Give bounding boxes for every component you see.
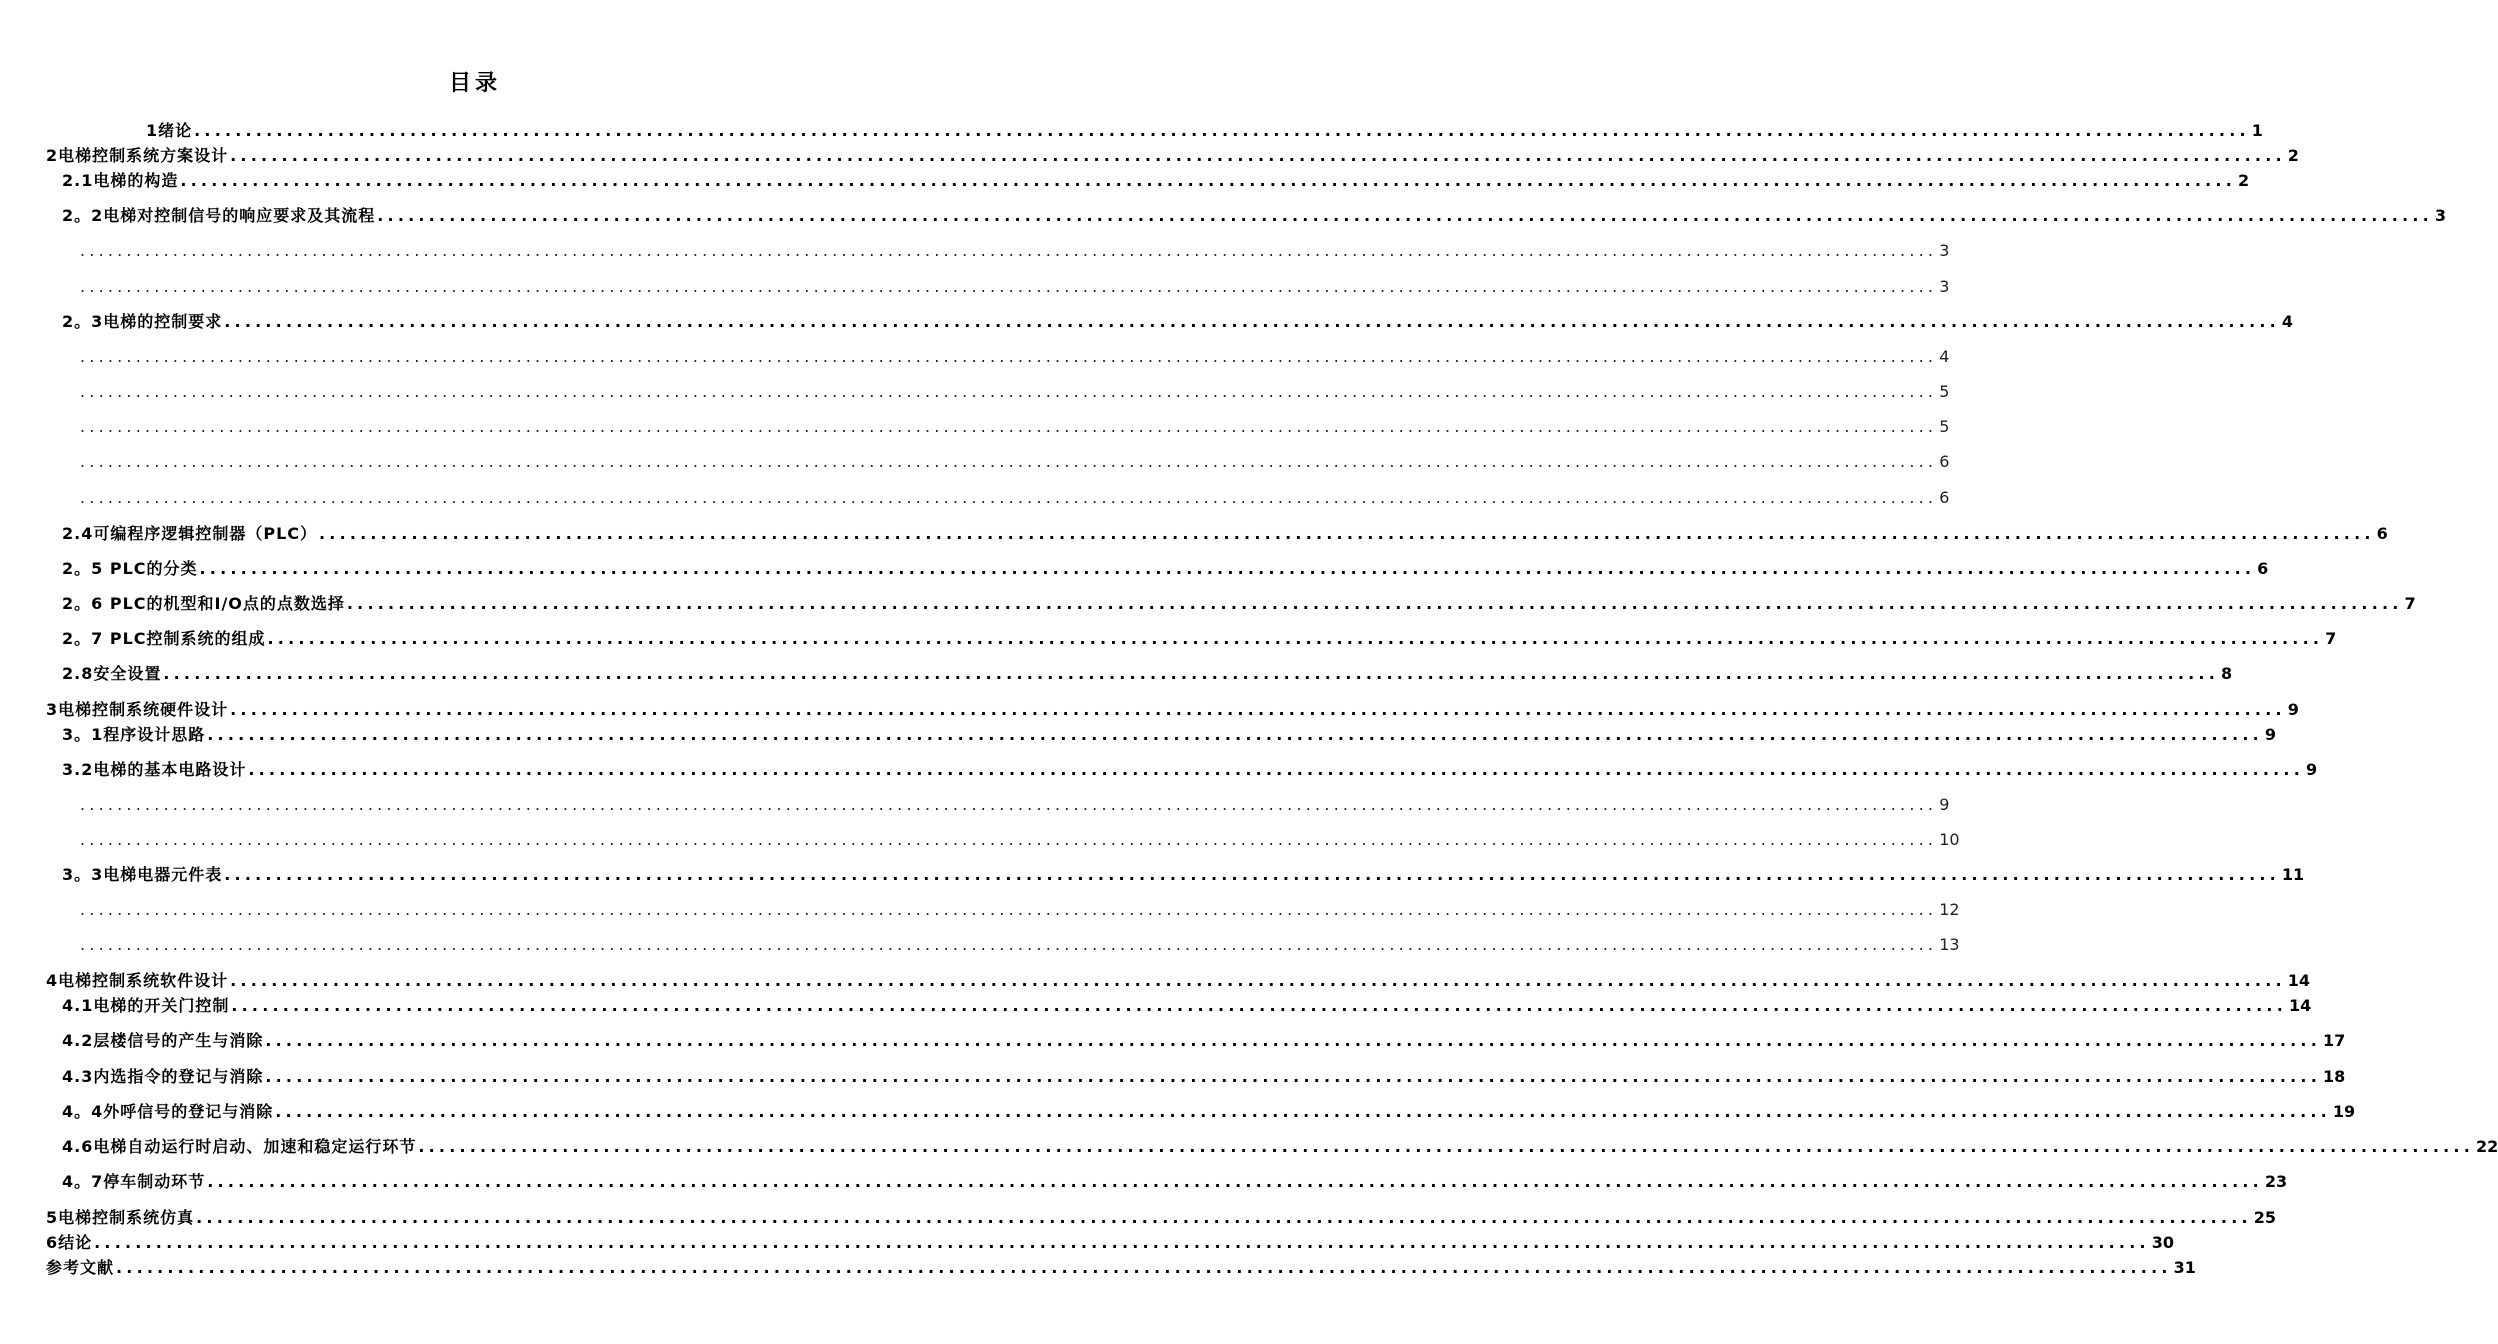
toc-entry-page: 9 [1939,795,1950,814]
toc-entry-label: 4电梯控制系统软件设计 [46,971,229,990]
toc-leader-dots: ........................................................................................................................................................................................................ [194,121,2250,140]
toc-entry-page: 25 [2253,1208,2277,1227]
toc-leader-dots: ........................................................................................................................................................................................................ [230,700,2286,719]
toc-leader-dots: ........................................................................................................................................................................................................ [230,971,2286,990]
toc-leader-dots: ........................................................................................................................................................................................................ [80,935,1938,954]
toc-entry-page: 22 [2475,1137,2498,1156]
toc-leader-dots: ........................................................................................................................................................................................................ [346,594,2403,613]
toc-leader-dots: ........................................................................................................................................................................................................ [267,629,2324,648]
toc-entry-page: 4 [2281,312,2294,331]
toc-entry [62,995,2312,1017]
toc-leader-dots: ........................................................................................................................................................................................................ [377,206,2433,225]
toc-entry-label: 3。1程序设计思路 [62,725,206,744]
toc-entry [62,1136,2498,1158]
toc-leader-dots: ........................................................................................................................................................................................................ [224,312,2280,331]
toc-entry [46,1232,2175,1254]
toc-entry-label: 4。7停车制动环节 [62,1172,206,1191]
toc-entry-page: 5 [1939,382,1950,401]
toc-entry [78,934,1960,956]
toc-entry-page: 12 [1939,900,1960,919]
toc-entry-label: 1绪论 [146,121,193,140]
toc-entry-label: 3.2电梯的基本电路设计 [62,760,247,779]
toc-entry [78,346,1950,368]
toc-entry-label: 2。2电梯对控制信号的响应要求及其流程 [62,206,376,225]
toc-leader-dots: ........................................................................................................................................................................................................ [80,347,1938,366]
toc-entry [46,699,2299,721]
toc-entry [62,311,2294,333]
toc-entry-page: 14 [2288,996,2312,1015]
toc-entry [78,794,1950,816]
toc-entry [78,899,1960,921]
toc-entry-page: 17 [2322,1031,2346,1050]
toc-leader-dots: ........................................................................................................................................................................................................ [199,559,2256,578]
toc-entry-page: 2 [2237,171,2250,190]
toc-entry [62,1171,2288,1193]
toc-leader-dots: ........................................................................................................................................................................................................ [207,1172,2263,1191]
toc-entry-page: 10 [1939,830,1960,849]
toc-entry [62,523,2388,545]
toc-leader-dots: ........................................................................................................................................................................................................ [230,146,2286,165]
toc-leader-dots: ........................................................................................................................................................................................................ [319,524,2375,543]
toc-entry [62,558,2269,580]
toc-entry-page: 6 [2257,559,2269,578]
toc-entry-label: 参考文献 [46,1258,115,1277]
toc-entry [78,240,1950,262]
toc-entry-page: 9 [2287,700,2299,719]
toc-leader-dots: ........................................................................................................................................................................................................ [80,452,1938,471]
toc-entry-page: 5 [1939,417,1950,436]
toc-entry [62,170,2250,192]
toc-entry [62,593,2416,615]
toc-entry-label: 6结论 [46,1233,93,1252]
toc-leader-dots: ........................................................................................................................................................................................................ [265,1031,2321,1050]
toc-entry-page: 19 [2332,1102,2356,1121]
toc-entry-label: 2.8安全设置 [62,664,162,683]
toc-entry-page: 1 [2251,121,2263,140]
toc-title: 目录 [448,71,501,96]
toc-leader-dots: ........................................................................................................................................................................................................ [80,488,1938,507]
toc-entry-page: 3 [1939,241,1950,260]
toc-entry [62,663,2233,685]
toc-entry-label: 2。5 PLC的分类 [62,559,198,578]
toc-entry [78,381,1950,403]
toc-entry [46,1257,2196,1279]
toc-leader-dots: ........................................................................................................................................................................................................ [80,382,1938,401]
toc-entry-page: 8 [2220,664,2233,683]
toc-entry-page: 6 [1939,452,1950,471]
toc-entry-page: 6 [2376,524,2388,543]
toc-leader-dots: ........................................................................................................................................................................................................ [80,277,1938,296]
toc-entry-page: 9 [2264,725,2277,744]
toc-leader-dots: ........................................................................................................................................................................................................ [224,865,2280,884]
toc-entry-label: 4.1电梯的开关门控制 [62,996,230,1015]
toc-entry-page: 3 [2434,206,2447,225]
toc-entry-page: 4 [1939,347,1950,366]
toc-entry [46,1207,2277,1229]
toc-entry-page: 7 [2325,629,2337,648]
toc-leader-dots: ........................................................................................................................................................................................................ [80,900,1938,919]
toc-entry [62,1030,2346,1052]
toc-entry-page: 3 [1939,277,1950,296]
toc-leader-dots: ........................................................................................................................................................................................................ [207,725,2263,744]
toc-leader-dots: ........................................................................................................................................................................................................ [418,1137,2474,1156]
toc-leader-dots: ........................................................................................................................................................................................................ [163,664,2219,683]
toc-entry-page: 13 [1939,935,1960,954]
toc-entry [62,628,2337,650]
toc-entry-label: 2。7 PLC控制系统的组成 [62,629,266,648]
toc-entry-label: 3电梯控制系统硬件设计 [46,700,229,719]
toc-entry-label: 2.4可编程序逻辑控制器（PLC） [62,524,318,543]
toc-entry [46,970,2311,992]
toc-entry-label: 3。3电梯电器元件表 [62,865,223,884]
toc-entry-label: 4.6电梯自动运行时启动、加速和稳定运行环节 [62,1137,417,1156]
toc-entry-page: 30 [2151,1233,2175,1252]
toc-leader-dots: ........................................................................................................................................................................................................ [80,795,1938,814]
toc-entry [62,724,2277,746]
toc-entry-label: 4.2层楼信号的产生与消除 [62,1031,264,1050]
toc-entry [62,864,2305,886]
toc-entry [78,276,1950,298]
toc-leader-dots: ........................................................................................................................................................................................................ [231,996,2287,1015]
toc-entry-label: 2.1电梯的构造 [62,171,179,190]
toc-leader-dots: ........................................................................................................................................................................................................ [94,1233,2150,1252]
toc-leader-dots: ........................................................................................................................................................................................................ [116,1258,2172,1277]
toc-leader-dots: ........................................................................................................................................................................................................ [196,1208,2252,1227]
toc-entry [62,1101,2356,1123]
toc-entry-label: 2电梯控制系统方案设计 [46,146,229,165]
toc-entry-label: 2。3电梯的控制要求 [62,312,223,331]
toc-entry [46,145,2299,167]
toc-leader-dots: ........................................................................................................................................................................................................ [275,1102,2331,1121]
toc-entry-page: 11 [2281,865,2305,884]
toc-entry-page: 6 [1939,488,1950,507]
toc-entry-label: 4.3内选指令的登记与消除 [62,1067,264,1086]
toc-entry [78,829,1960,851]
toc-entry [78,416,1950,438]
toc-entry-page: 2 [2287,146,2299,165]
toc-leader-dots: ........................................................................................................................................................................................................ [80,241,1938,260]
toc-leader-dots: ........................................................................................................................................................................................................ [265,1067,2321,1086]
toc-entry [62,205,2447,227]
toc-entry-page: 14 [2287,971,2311,990]
toc-entry-page: 18 [2322,1067,2346,1086]
toc-leader-dots: ........................................................................................................................................................................................................ [248,760,2304,779]
toc-entry-label: 4。4外呼信号的登记与消除 [62,1102,274,1121]
toc-entry-label: 2。6 PLC的机型和I/O点的点数选择 [62,594,345,613]
toc-entry-label: 5电梯控制系统仿真 [46,1208,195,1227]
toc-entry [62,759,2318,781]
toc-entry-page: 7 [2404,594,2416,613]
toc-entry-page: 31 [2173,1258,2196,1277]
toc-entry [62,1066,2346,1088]
toc-entry [78,451,1950,473]
toc-leader-dots: ........................................................................................................................................................................................................ [180,171,2236,190]
toc-entry [146,120,2263,142]
toc-entry-page: 9 [2305,760,2318,779]
toc-leader-dots: ........................................................................................................................................................................................................ [80,417,1938,436]
toc-leader-dots: ........................................................................................................................................................................................................ [80,830,1938,849]
toc-entry-page: 23 [2264,1172,2288,1191]
toc-entry [78,487,1950,509]
